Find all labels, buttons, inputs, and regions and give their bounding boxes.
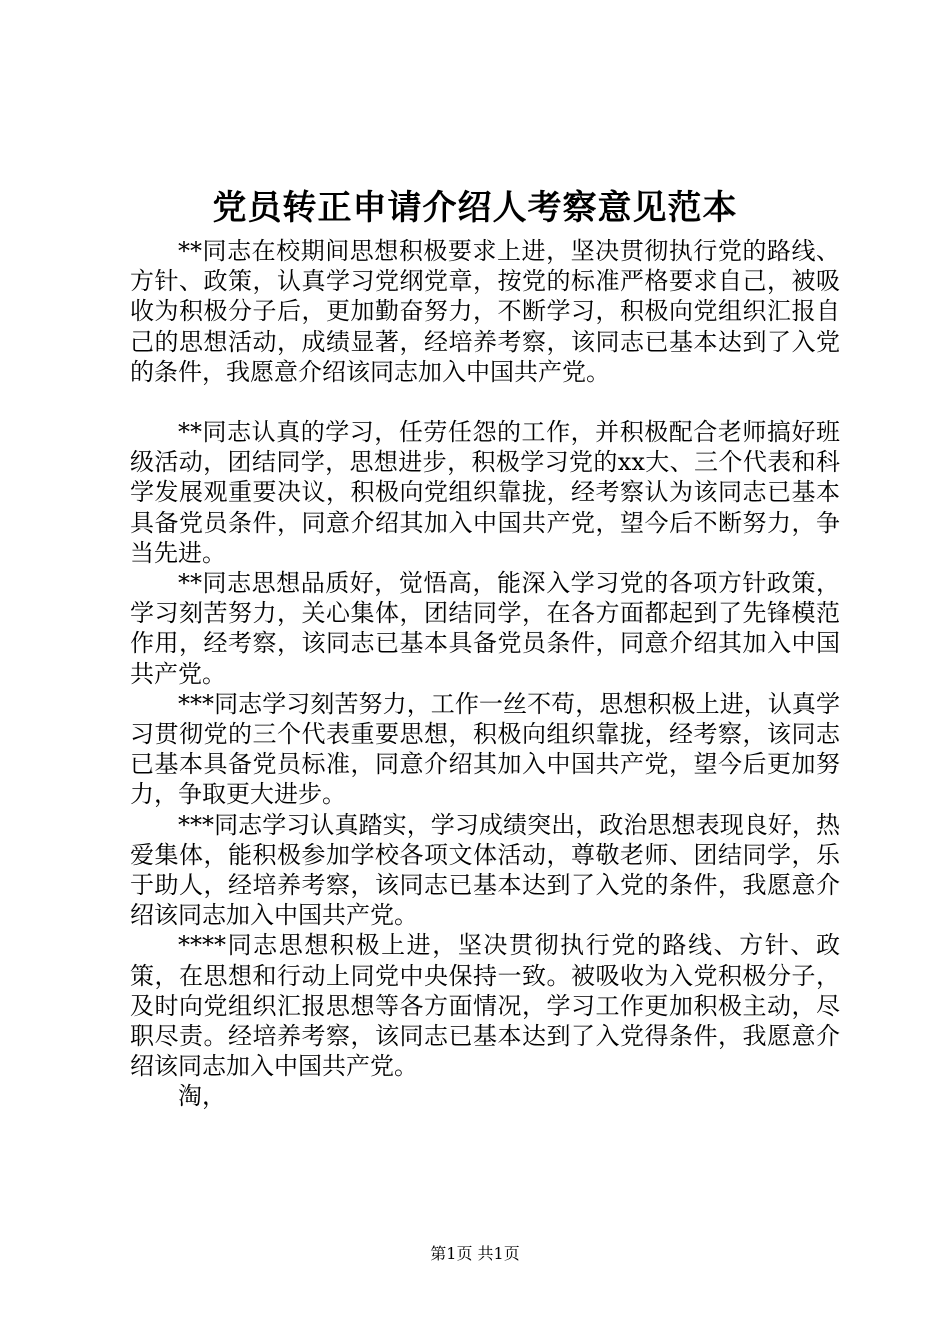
document-body xyxy=(130,236,840,1112)
paragraph-6: ****同志思想积极上进，坚决贯彻执行党的路线、方针、政策，在思想和行动上同党中央保持一致。被吸收为入党积极分子，及时向党组织汇报思想等各方面情况，学习工作更加积极主动，尽职尽责。经培养考察，该同志已基本达到了入党得条件，我愿意介绍该同志加入中国共产党。 xyxy=(130,931,840,1081)
closing-text: 淘， xyxy=(178,1082,226,1111)
page-number-footer: 第1页 共1页 xyxy=(430,1244,520,1263)
paragraph-2: **同志认真的学习，任劳任怨的工作，并积极配合老师搞好班级活动，团结同学，思想进步，积极学习党的xx大、三个代表和科学发展观重要决议，积极向党组织靠拢，经考察认为该同志已基本具备党员条件，同意介绍其加入中国共产党，望今后不断努力，争当先进。 xyxy=(130,418,840,567)
paragraph-5: ***同志学习认真踏实，学习成绩突出，政治思想表现良好，热爱集体，能积极参加学校各项文体活动，尊敬老师、团结同学，乐于助人，经培养考察，该同志已基本达到了入党的条件，我愿意介绍该同志加入中国共产党。 xyxy=(130,810,840,930)
paragraph-4: ***同志学习刻苦努力，工作一丝不苟，思想积极上进，认真学习贯彻党的三个代表重要思想，积极向组织靠拢，经考察，该同志已基本具备党员标准，同意介绍其加入中国共产党，望今后更加努力，争取更大进步。 xyxy=(130,689,840,809)
paragraph-3: **同志思想品质好，觉悟高，能深入学习党的各项方针政策，学习刻苦努力，关心集体，团结同学，在各方面都起到了先锋模范作用，经考察，该同志已基本具备党员条件，同意介绍其加入中国共产党。 xyxy=(130,569,840,688)
paragraph-1: **同志在校期间思想积极要求上进，坚决贯彻执行党的路线、方针、政策，认真学习党纲党章，按党的标准严格要求自己，被吸收为积极分子后，更加勤奋努力，不断学习，积极向党组织汇报自己的思想活动，成绩显著，经培养考察，该同志已基本达到了入党的条件，我愿意介绍该同志加入中国共产党。 xyxy=(130,237,840,386)
document-title: 党员转正申请介绍人考察意见范本 xyxy=(212,188,738,228)
